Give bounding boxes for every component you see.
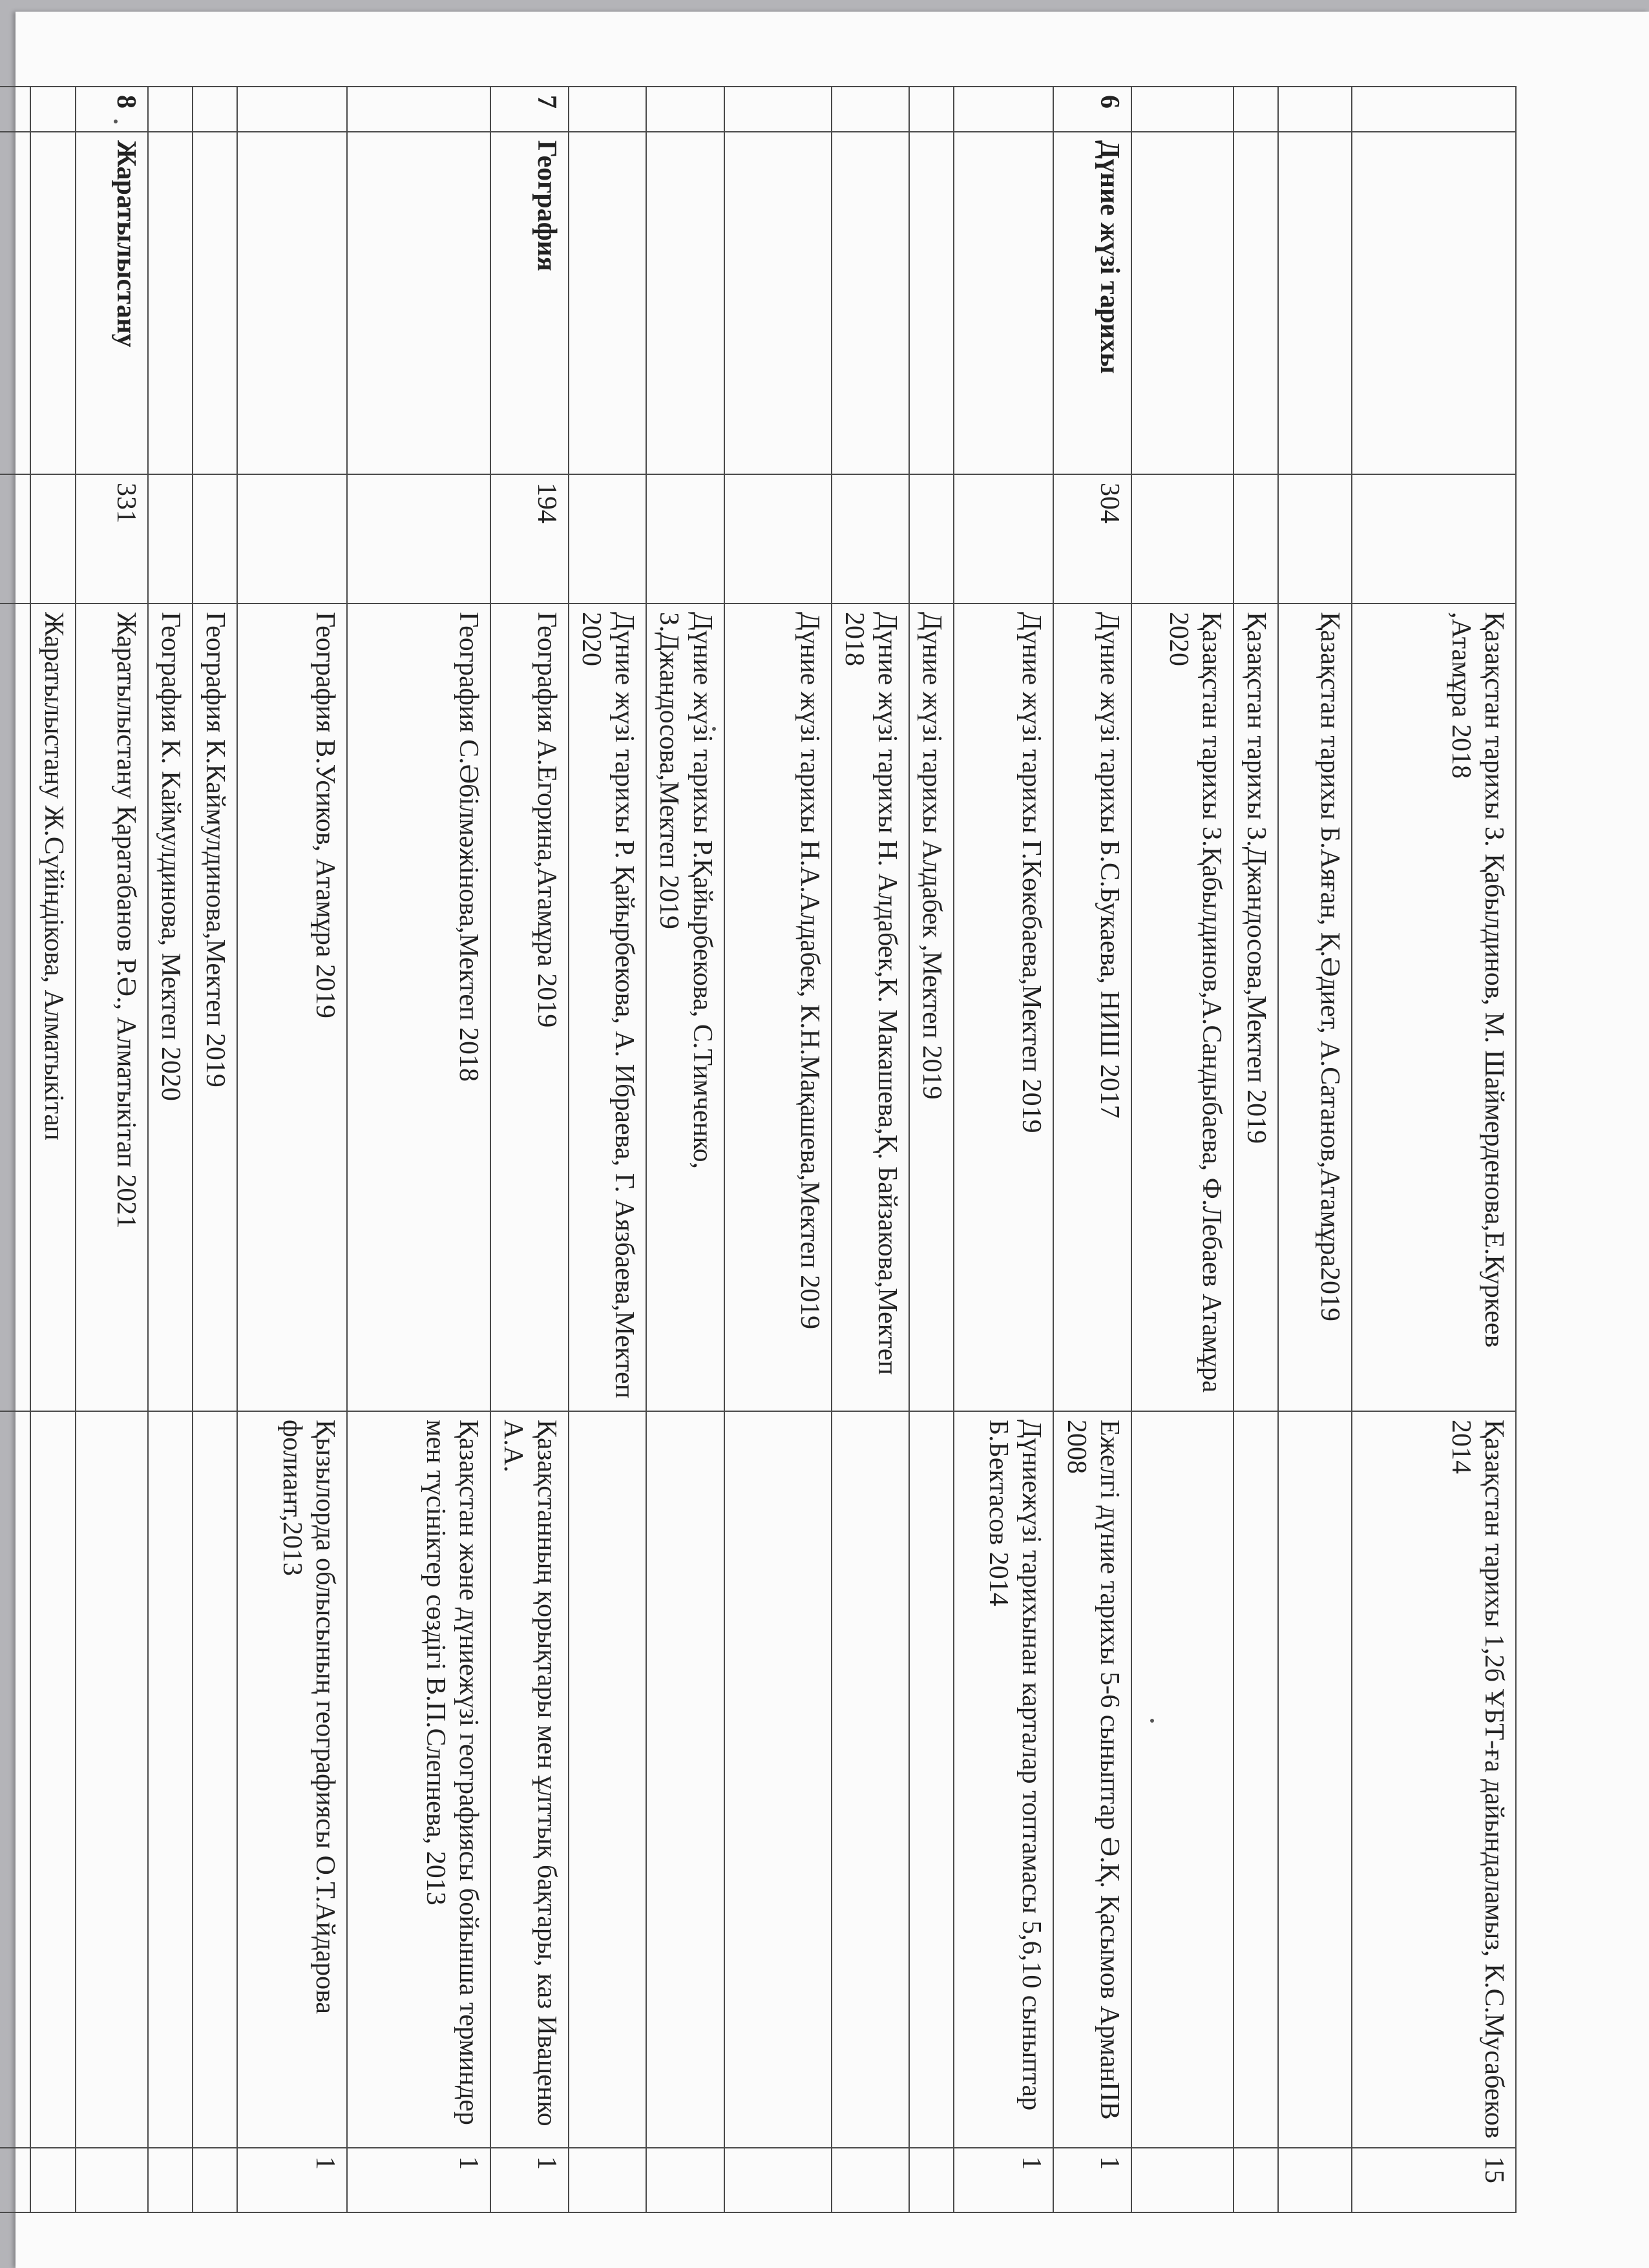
table-row — [832, 87, 909, 2212]
subject-cell — [646, 132, 724, 474]
table-row — [909, 87, 954, 2212]
textbook-cell: Жаратылыстану Қаратабанов Р.Ә., Алматыкітап 2021 — [76, 604, 148, 1411]
table-row — [954, 87, 1053, 2212]
extra-resource-cell — [569, 1411, 646, 2148]
row-number: 6 — [1053, 87, 1131, 132]
row-number — [646, 87, 724, 132]
quantity-cell — [724, 2148, 832, 2212]
count-cell: 304 — [1053, 474, 1131, 604]
textbook-cell: Қазақстан тарихы Б.Аяған, Қ.Әдиет, А.Сатанов,Атамұра2019 — [1278, 604, 1352, 1411]
table-row — [724, 87, 832, 2212]
extra-resource-cell — [193, 1411, 237, 2148]
table-row — [1131, 87, 1234, 2212]
extra-resource-cell — [832, 1411, 909, 2148]
subject-cell: Жаратылыстану — [76, 132, 148, 474]
row-number — [832, 87, 909, 132]
subject-cell: Дүние жүзі тарихы — [1053, 132, 1131, 474]
quantity-cell — [148, 2148, 193, 2212]
extra-resource-cell: Қазақстан тарихы 1,2б ҰБТ-ға дайындаламыз, К.С.Мусабеков 2014 — [1352, 1411, 1516, 2148]
subject-cell: География — [490, 132, 568, 474]
textbook-cell: Қазақстан тарихы З. Қабылдинов, М. Шаймерденова,Е.Куркеев ,Атамұра 2018 — [1352, 604, 1516, 1411]
row-number — [1278, 87, 1352, 132]
table-row — [1278, 87, 1352, 2212]
quantity-cell — [909, 2148, 954, 2212]
quantity-cell — [832, 2148, 909, 2212]
quantity-cell: 1 — [1053, 2148, 1131, 2212]
count-cell — [569, 474, 646, 604]
count-cell — [1278, 474, 1352, 604]
quantity-cell — [1278, 2148, 1352, 2212]
count-cell — [724, 474, 832, 604]
textbook-cell: Дүние жүзі тарихы Алдабек ,Мектеп 2019 — [909, 604, 954, 1411]
count-cell — [1131, 474, 1234, 604]
extra-resource-cell — [1131, 1411, 1234, 2148]
count-cell — [646, 474, 724, 604]
table-row — [646, 87, 724, 2212]
row-number — [954, 87, 1053, 132]
quantity-cell — [30, 2148, 75, 2212]
count-cell — [347, 474, 490, 604]
count-cell — [1234, 474, 1278, 604]
count-cell — [193, 474, 237, 604]
row-number — [1352, 87, 1516, 132]
extra-resource-cell — [909, 1411, 954, 2148]
textbook-cell: География К.Каймулдинова,Мектеп 2019 — [193, 604, 237, 1411]
textbook-cell — [0, 604, 30, 1411]
row-number — [0, 87, 30, 132]
textbook-cell: География А.Егорина,Атамұра 2019 — [490, 604, 568, 1411]
count-cell — [148, 474, 193, 604]
row-number — [30, 87, 75, 132]
textbook-cell: Дүние жүзі тарихы Б.С.Букаева, НИШ 2017 — [1053, 604, 1131, 1411]
count-cell — [1352, 474, 1516, 604]
row-number — [148, 87, 193, 132]
row-number — [909, 87, 954, 132]
textbook-cell: Дүние жүзі тарихы Н. Алдабек,К. Макашева,Қ. Байзакова,Мектеп 2018 — [832, 604, 909, 1411]
extra-resource-cell — [30, 1411, 75, 2148]
subject-cell — [237, 132, 347, 474]
extra-resource-cell — [724, 1411, 832, 2148]
subject-cell — [1278, 132, 1352, 474]
rotated-table-container — [38, 86, 1517, 2212]
extra-resource-cell — [1234, 1411, 1278, 2148]
quantity-cell — [1234, 2148, 1278, 2212]
row-number — [1131, 87, 1234, 132]
textbook-cell: Дүние жүзі тарихы Н.А.Алдабек, К.Н.Мақашева,Мектеп 2019 — [724, 604, 832, 1411]
subject-cell — [193, 132, 237, 474]
table-row — [1053, 87, 1131, 2212]
extra-resource-cell — [1278, 1411, 1352, 2148]
count-cell — [909, 474, 954, 604]
extra-resource-cell — [646, 1411, 724, 2148]
textbook-cell: Қазақстан тарихы З.Джандосова,Мектеп 2019 — [1234, 604, 1278, 1411]
quantity-cell: 15 — [1352, 2148, 1516, 2212]
textbook-cell: Қазақстан тарихы З.Қабылдинов,А.Сандыбаева, Ф.Лебаев Атамұра 2020 — [1131, 604, 1234, 1411]
subject-cell — [909, 132, 954, 474]
textbook-cell: География К. Каймулдинова, Мектеп 2020 — [148, 604, 193, 1411]
textbook-cell: География В.Усиков, Атамұра 2019 — [237, 604, 347, 1411]
table-row — [347, 87, 490, 2212]
subject-cell — [1234, 132, 1278, 474]
row-number — [193, 87, 237, 132]
table-row — [1352, 87, 1516, 2212]
row-number — [1234, 87, 1278, 132]
textbook-cell: Дүние жүзі тарихы Г.Көкебаева,Мектеп 2019 — [954, 604, 1053, 1411]
table-row — [193, 87, 237, 2212]
quantity-cell: 1 — [237, 2148, 347, 2212]
table-row — [569, 87, 646, 2212]
table-row — [76, 87, 148, 2212]
subject-cell — [347, 132, 490, 474]
subject-cell — [148, 132, 193, 474]
quantity-cell: 1 — [347, 2148, 490, 2212]
extra-resource-cell: Қазақстан және дүниежүзі географиясы бойынша терминдер мен түсініктер сөздігі В.П.Слепнева, 2013 — [347, 1411, 490, 2148]
subject-cell — [569, 132, 646, 474]
row-number — [237, 87, 347, 132]
quantity-cell — [76, 2148, 148, 2212]
extra-resource-cell: Қызылорда облысының географиясы О.Т.Айдарова фолиант,2013 — [237, 1411, 347, 2148]
quantity-cell — [1131, 2148, 1234, 2212]
row-number: 8 — [76, 87, 148, 132]
textbook-cell: Дүние жүзі тарихы Р. Қайырбекова, А. Ибраева, Г. Аязбаева,Мектеп 2020 — [569, 604, 646, 1411]
count-cell: 331 — [76, 474, 148, 604]
quantity-cell: 1 — [490, 2148, 568, 2212]
quantity-cell — [569, 2148, 646, 2212]
count-cell — [0, 474, 30, 604]
extra-resource-cell: Дүниежүзі тарихынан карталар топтамасы 5,6,10 сыныптар Б.Бектасов 2014 — [954, 1411, 1053, 2148]
subject-cell — [954, 132, 1053, 474]
textbook-cell: Жаратылыстану Ж.Сүйіндікова, Алматыкітап — [30, 604, 75, 1411]
textbook-cell: География С.Әбілмәжінова,Мектеп 2018 — [347, 604, 490, 1411]
subject-cell — [0, 132, 30, 474]
extra-resource-cell — [76, 1411, 148, 2148]
count-cell — [237, 474, 347, 604]
quantity-cell — [193, 2148, 237, 2212]
row-number: 7 — [490, 87, 568, 132]
subject-cell — [832, 132, 909, 474]
count-cell — [832, 474, 909, 604]
extra-resource-cell — [0, 1411, 30, 2148]
subject-cell — [1131, 132, 1234, 474]
textbook-table — [0, 86, 1517, 2213]
table-row — [1234, 87, 1278, 2212]
table-row — [0, 87, 30, 2212]
table-row — [237, 87, 347, 2212]
row-number — [724, 87, 832, 132]
table-row — [148, 87, 193, 2212]
extra-resource-cell — [148, 1411, 193, 2148]
count-cell: 194 — [490, 474, 568, 604]
textbook-cell: Дүние жүзі тарихы Р.Қайырбекова, С.Тимченко, З.Джандосова,Мектеп 2019 — [646, 604, 724, 1411]
table-row — [30, 87, 75, 2212]
quantity-cell: 1 — [954, 2148, 1053, 2212]
count-cell — [954, 474, 1053, 604]
subject-cell — [30, 132, 75, 474]
subject-cell — [1352, 132, 1516, 474]
extra-resource-cell: Ежелгі дүние тарихы 5-6 сыныптар Ә.Қ. Қасымов АрманПВ 2008 — [1053, 1411, 1131, 2148]
count-cell — [30, 474, 75, 604]
row-number — [569, 87, 646, 132]
extra-resource-cell: Қазақстанның қорықтары мен ұлттық бақтары, каз Иваценко А.А. — [490, 1411, 568, 2148]
row-number — [347, 87, 490, 132]
quantity-cell — [646, 2148, 724, 2212]
quantity-cell — [0, 2148, 30, 2212]
table-row — [490, 87, 568, 2212]
subject-cell — [724, 132, 832, 474]
